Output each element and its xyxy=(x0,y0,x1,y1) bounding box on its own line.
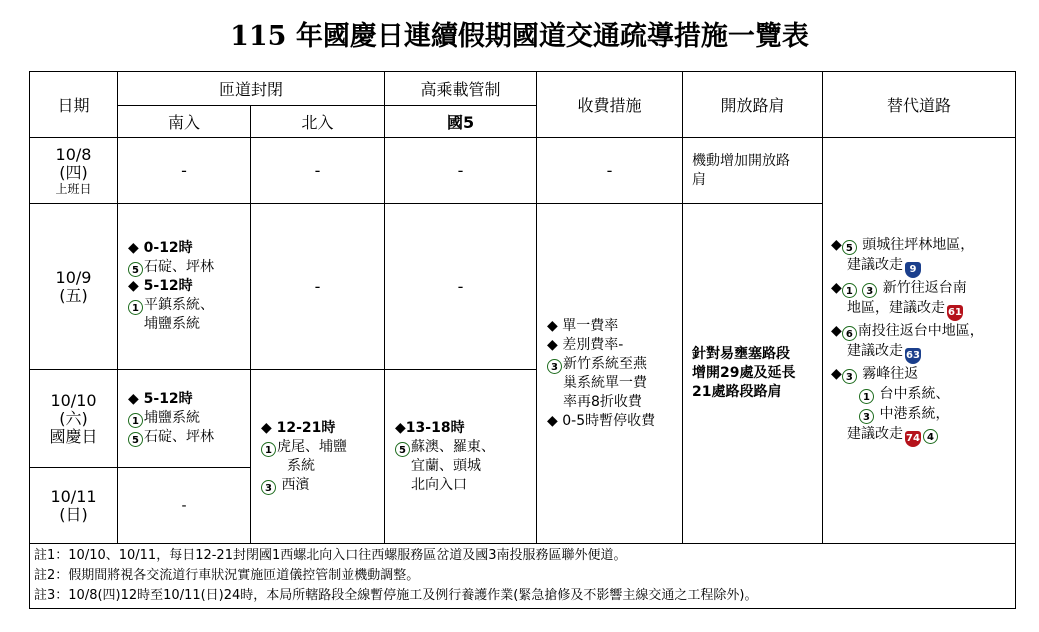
text-line: 1 虎尾、埔鹽 xyxy=(261,438,384,457)
route-circle-icon: 5 xyxy=(842,240,857,255)
traffic-measures-table xyxy=(29,71,1016,609)
toll-cell xyxy=(537,204,683,544)
route-circle-icon: 3 xyxy=(859,409,874,424)
page-title: 115 年國慶日連續假期國道交通疏導措施一覽表 xyxy=(230,21,809,52)
south-cell xyxy=(118,370,251,468)
text-line: 機動增加開放路 xyxy=(692,152,791,169)
text-line: (六) xyxy=(59,408,88,428)
toll-cell: - xyxy=(537,138,683,204)
note-3: 註3：10/8(四)12時至10/11(日)24時，本局所轄路段全線暫停施工及例行養護作業(緊急搶修及不影響主線交通之工程除外)。 xyxy=(34,588,758,603)
route-circle-icon: 4 xyxy=(923,429,938,444)
text-line: ◆ 單一費率 xyxy=(547,317,619,334)
header-toll: 收費措施 xyxy=(537,72,683,138)
hov-cell: - xyxy=(385,138,537,204)
text-line: 5 石碇、坪林 xyxy=(128,428,250,447)
text-line: ◆ 差別費率- xyxy=(547,336,624,353)
route-circle-icon: 6 xyxy=(842,326,857,341)
text-line: 3 新竹系統至燕 xyxy=(547,355,682,374)
text-line: 1 台中系統、 xyxy=(831,384,1015,404)
header-ramp-closure: 匝道封閉 xyxy=(118,72,385,106)
text-line: ◆ 12-21時 xyxy=(261,419,336,436)
text-line: 肩 xyxy=(692,171,707,188)
text-line: ◆ 1 3 新竹往返台南 xyxy=(831,279,967,297)
notes-row xyxy=(30,544,1016,609)
date-cell xyxy=(30,204,118,370)
route-circle-icon: 1 xyxy=(128,300,143,315)
text-line: 北向入口 xyxy=(411,476,468,493)
route-circle-icon: 3 xyxy=(842,369,857,384)
route-circle-icon: 1 xyxy=(859,389,874,404)
hov-cell: - xyxy=(385,204,537,370)
text-line: (四) xyxy=(59,162,88,182)
shoulder-cell xyxy=(683,138,823,204)
text-line: ◆ 5-12時 xyxy=(128,278,193,294)
alt-roads-cell xyxy=(823,138,1016,544)
text-line: 地區，建議改走 61 xyxy=(831,298,1015,321)
text-line: (日) xyxy=(59,504,88,524)
text-line: ◆ 6 南投往返台中地區， xyxy=(831,322,984,340)
route-circle-icon: 3 xyxy=(862,283,877,298)
date-cell xyxy=(30,468,118,544)
text-line: 3 西濱 xyxy=(261,476,384,495)
text-line: ◆ 0-5時暫停收費 xyxy=(547,412,656,429)
text-line: 21處路段路肩 xyxy=(692,384,782,400)
route-circle-icon: 1 xyxy=(842,283,857,298)
route-circle-icon: 3 xyxy=(547,359,562,374)
header-alt-roads: 替代道路 xyxy=(823,72,1016,138)
text-line: 3 中港系統， xyxy=(831,404,1015,424)
text-line: 建議改走 74 4 xyxy=(831,424,1015,447)
date-cell: 10/8 (四) 上班日 xyxy=(30,138,118,204)
note-1: 註1：10/10、10/11，每日12-21封閉國1西螺北向入口往西螺服務區岔道及國3南投服務區聯外便道。 xyxy=(34,548,627,563)
text-line: 增開29處及延長 xyxy=(692,365,796,381)
north-cell: - xyxy=(251,204,385,370)
freeway-shield-icon: 9 xyxy=(905,262,921,278)
date-cell: 10/10 (六) 國慶日 xyxy=(30,370,118,468)
text-line: 系統 xyxy=(287,457,315,474)
route-circle-icon: 5 xyxy=(128,262,143,277)
hov-cell xyxy=(385,370,537,544)
provincial-shield-icon: 74 xyxy=(905,431,921,447)
text-line: 5 石碇、坪林 xyxy=(128,258,250,277)
text-line: 1 埔鹽系統 xyxy=(128,409,250,428)
text-line: 巢系統單一費 xyxy=(563,374,648,391)
freeway-shield-icon: 63 xyxy=(905,348,921,364)
text-line: 10/9 xyxy=(55,267,92,287)
route-circle-icon: 3 xyxy=(261,480,276,495)
text-line: 10/11 xyxy=(50,486,97,506)
header-north: 北入 xyxy=(251,106,385,138)
provincial-shield-icon: 61 xyxy=(947,305,963,321)
text-line: ◆ 0-12時 xyxy=(128,240,193,256)
route-circle-icon: 5 xyxy=(395,442,410,457)
route-circle-icon: 1 xyxy=(261,442,276,457)
table-row xyxy=(30,138,1016,204)
text-line: 針對易壅塞路段 xyxy=(692,346,791,362)
text-line: ◆ 3 霧峰往返 xyxy=(831,365,919,383)
note-2: 註2：假期間將視各交流道行車狀況實施匝道儀控管制並機動調整。 xyxy=(34,568,420,583)
header-shoulder: 開放路肩 xyxy=(683,72,823,138)
shoulder-cell xyxy=(683,204,823,544)
north-cell: - xyxy=(251,138,385,204)
header-south: 南入 xyxy=(118,106,251,138)
text-line: ◆13-18時 xyxy=(395,419,465,436)
text-line: 埔鹽系統 xyxy=(144,316,200,332)
north-cell xyxy=(251,370,385,544)
text-line: 10/8 xyxy=(55,144,92,164)
text-line: ◆ 5 頭城往坪林地區， xyxy=(831,236,975,254)
south-cell: - xyxy=(118,468,251,544)
text-line: 率再8折收費 xyxy=(563,393,642,410)
route-circle-icon: 1 xyxy=(128,413,143,428)
route-circle-icon: 5 xyxy=(128,432,143,447)
header-hov: 高乘載管制 xyxy=(385,72,537,106)
text-line: 1 平鎮系統、 xyxy=(128,296,250,315)
text-line: ◆ 5-12時 xyxy=(128,391,193,407)
text-line: 10/10 xyxy=(50,390,97,410)
text-line: 宜蘭、頭城 xyxy=(411,457,482,474)
text-line: 5 蘇澳、羅東、 xyxy=(395,438,536,457)
header-date: 日期 xyxy=(30,72,118,138)
text-line: 建議改走 9 xyxy=(831,255,1015,278)
south-cell: - xyxy=(118,138,251,204)
header-hov-road: 國5 xyxy=(385,106,537,138)
text-line: (五) xyxy=(59,285,88,305)
south-cell xyxy=(118,204,251,370)
text-line: 建議改走 63 xyxy=(831,341,1015,364)
